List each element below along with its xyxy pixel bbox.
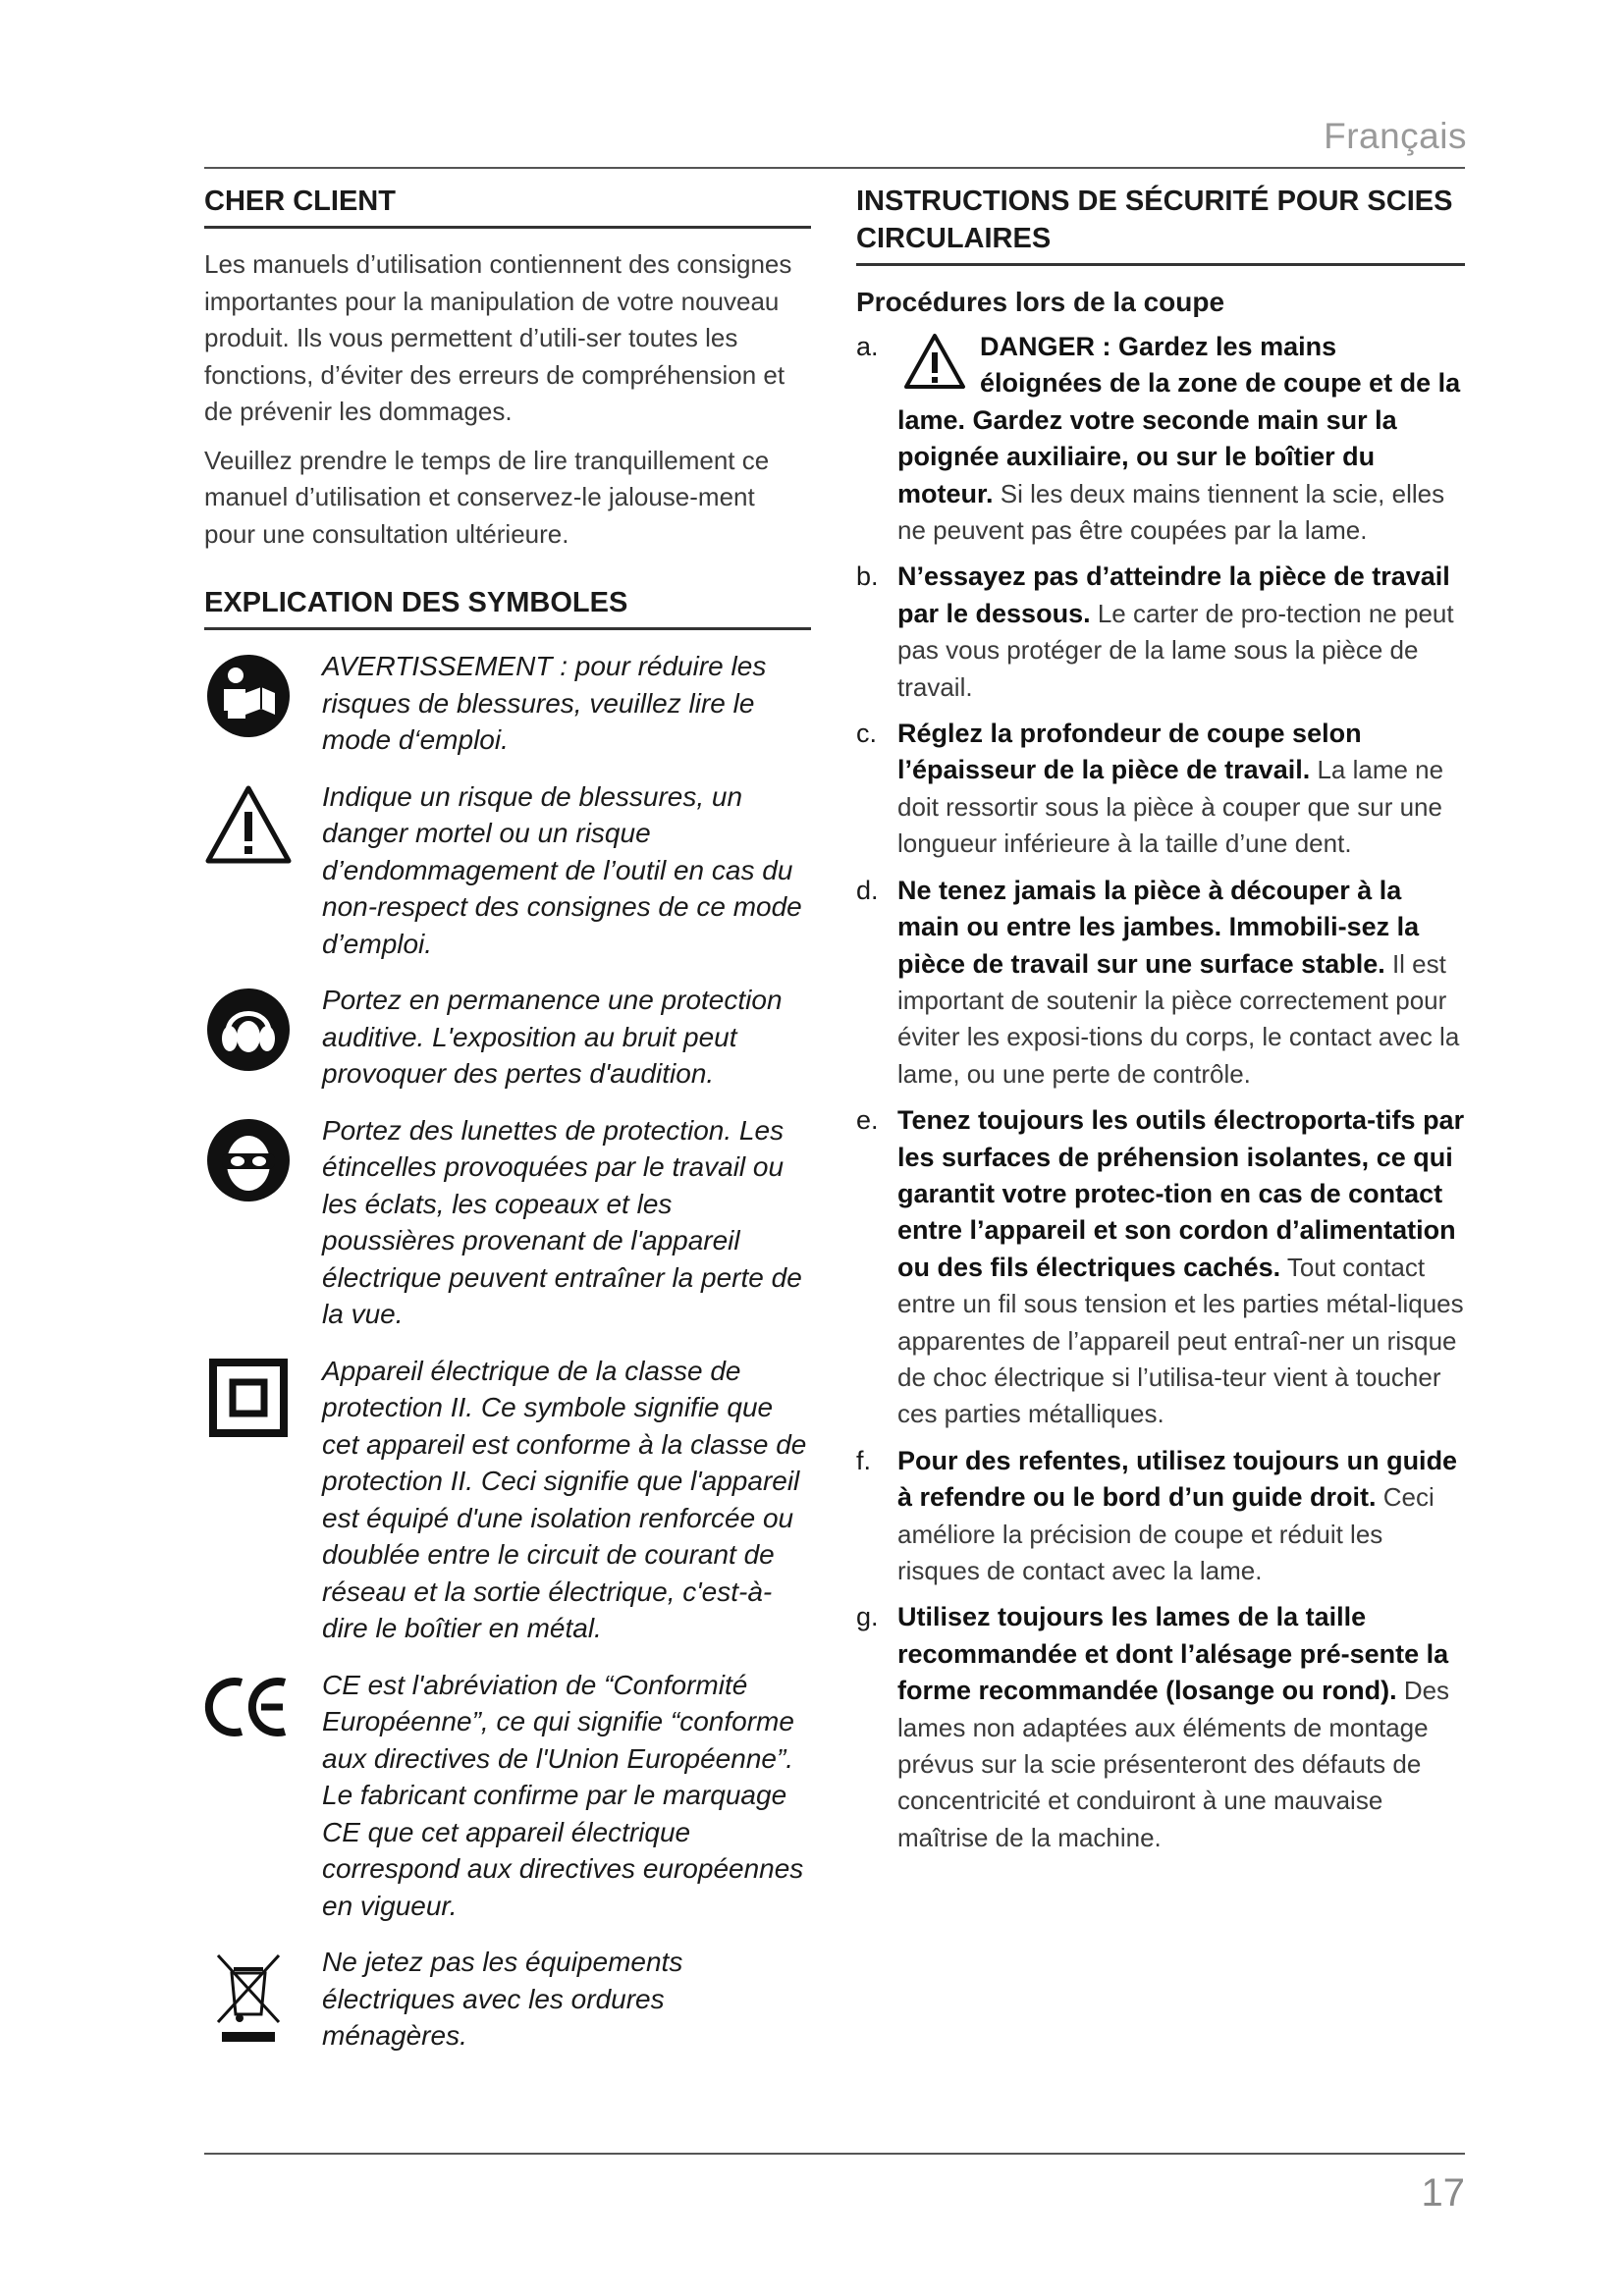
- item-letter: d.: [856, 875, 879, 905]
- item-letter: g.: [856, 1602, 879, 1632]
- instruction-item: [856, 716, 1465, 863]
- cher-client-paragraph-2: Veuillez prendre le temps de lire tranquillement ce manuel d’utilisation et conservez-le jalouse-ment pour une consultation ultérieure.: [204, 445, 770, 549]
- item-bold-text: Réglez la profondeur de coupe selon l’épaisseur de la pièce de travail.: [897, 719, 1362, 785]
- weee-bin-icon: [214, 1949, 283, 2044]
- item-bold-text: Ne tenez jamais la pièce à découper à la main ou entre les jambes. Immobili-sez la pièce de travail sur une surface stable.: [897, 875, 1420, 979]
- left-column: [204, 183, 811, 2074]
- symbol-description: CE est l'abréviation de “Conformité Européenne”, ce qui signifie “conforme aux directives de l'Union Européenne”. Le fabricant confirme par le marquage CE que cet appareil électrique correspond aux directives européennes en vigueur.: [322, 1669, 804, 1921]
- instruction-item: [856, 1102, 1465, 1433]
- instruction-item: [856, 1443, 1465, 1590]
- instruction-item: [856, 559, 1465, 706]
- item-letter: b.: [856, 561, 879, 592]
- instruction-item: [856, 329, 1465, 549]
- item-letter: e.: [856, 1105, 879, 1136]
- symbol-row: [204, 1944, 811, 2055]
- symbol-description: Appareil électrique de la classe de protection II. Ce symbole signifie que cet appareil est conforme à la classe de protection II. Ceci signifie que l'appareil est équipé d'une isolation renforcée ou doublée entre le circuit de courant de réseau et la sortie électrique, c'est-à-dire le boîtier en métal.: [322, 1355, 807, 1643]
- language-label: Français: [1324, 116, 1467, 156]
- symbol-description: Portez en permanence une protection auditive. L'exposition au bruit peut provoquer des pertes d'audition.: [322, 985, 783, 1089]
- item-letter: f.: [856, 1445, 872, 1475]
- item-normal-text: Il est important de soutenir la pièce correctement pour éviter les exposi-tions du corps, le contact avec la lame, ou une perte de contrôle.: [897, 948, 1460, 1089]
- page-number: 17: [1421, 2171, 1465, 2215]
- item-normal-text: Des lames non adaptées aux éléments de montage prévus sur la scie présenteront des défauts de concentricité et conduiront à une mauvaise maîtrise de la machine.: [897, 1676, 1450, 1852]
- symbol-row: [204, 1353, 811, 1647]
- cher-client-heading: CHER CLIENT: [204, 183, 811, 229]
- item-normal-text: La lame ne doit ressortir sous la pièce à couper que sur une longueur inférieure à la taille d’une dent.: [897, 755, 1444, 859]
- item-normal-text: Le carter de pro-tection ne peut pas vous protéger de la lame sous la pièce de travail.: [897, 598, 1454, 702]
- safety-instructions-heading: INSTRUCTIONS DE SÉCURITÉ POUR SCIES CIRCULAIRES: [856, 183, 1465, 266]
- header-divider: [204, 167, 1465, 169]
- cher-client-paragraph-1: Les manuels d’utilisation contiennent des consignes importantes pour la manipulation de votre nouveau produit. Ils vous permettent d’utili-ser toutes les fonctions, d’éviter des erreurs de compréhension et de prévenir les dommages.: [204, 249, 792, 426]
- item-normal-text: Ceci améliore la précision de coupe et réduit les risques de contact avec la lame.: [897, 1482, 1435, 1585]
- warning-triangle-icon: [204, 784, 293, 865]
- ear-protection-icon: [206, 988, 291, 1072]
- right-column: [856, 183, 1465, 1866]
- danger-warning-icon: [903, 333, 966, 390]
- item-bold-text: DANGER : Gardez les mains éloignées de la zone de coupe et de la lame. Gardez votre seconde main sur la poignée auxiliaire, ou sur le boîtier du moteur.: [897, 332, 1461, 508]
- symbols-heading: EXPLICATION DES SYMBOLES: [204, 584, 811, 630]
- symbol-row: [204, 1112, 811, 1333]
- read-manual-icon: [206, 654, 291, 738]
- symbol-row: [204, 982, 811, 1093]
- item-letter: c.: [856, 719, 878, 749]
- symbol-description: Portez des lunettes de protection. Les étincelles provoquées par le travail ou les éclats, les copeaux et les poussières provenant de l'appareil électrique peuvent entraîner la perte de la vue.: [322, 1114, 802, 1329]
- symbol-description: Ne jetez pas les équipements électriques avec les ordures ménagères.: [322, 1947, 683, 2051]
- symbol-row: [204, 648, 811, 759]
- item-normal-text: Tout contact entre un fil sous tension et les parties métal-liques apparentes de l’appareil peut entraî-ner un risque de choc électrique si l’utilisa-teur vient à toucher ces parties métalliques.: [897, 1252, 1464, 1429]
- symbol-row: [204, 778, 811, 963]
- item-bold-text: Utilisez toujours les lames de la taille recommandée et dont l’alésage pré-sente la forme recommandée (losange ou rond).: [897, 1602, 1449, 1706]
- ce-mark-icon: [204, 1673, 293, 1741]
- instruction-item: [856, 873, 1465, 1093]
- item-bold-text: N’essayez pas d’atteindre la pièce de travail par le dessous.: [897, 561, 1450, 628]
- symbol-description: Indique un risque de blessures, un danger mortel ou un risque d’endommagement de l’outil en cas du non-respect des consignes de ce mode d’emploi.: [322, 780, 802, 959]
- symbol-description: AVERTISSEMENT : pour réduire les risques de blessures, veuillez lire le mode d‘emploi.: [322, 651, 767, 755]
- cutting-procedures-subheading: Procédures lors de la coupe: [856, 287, 1225, 317]
- class-ii-icon: [209, 1359, 288, 1437]
- instruction-item: [856, 1599, 1465, 1856]
- item-bold-text: Pour des refentes, utilisez toujours un guide à refendre ou le bord d’un guide droit.: [897, 1445, 1458, 1513]
- symbol-row: [204, 1667, 811, 1925]
- item-bold-text: Tenez toujours les outils électroporta-tifs par les surfaces de préhension isolantes, ce qui garantit votre protec-tion en cas de contact entre l’appareil et son cordon d’alimentation ou des fils électriques cachés.: [897, 1105, 1465, 1282]
- item-letter: a.: [856, 332, 879, 361]
- item-normal-text: Si les deux mains tiennent la scie, elles ne peuvent pas être coupées par la lame.: [897, 478, 1445, 546]
- eye-protection-icon: [206, 1118, 291, 1202]
- footer-divider: [204, 2153, 1465, 2155]
